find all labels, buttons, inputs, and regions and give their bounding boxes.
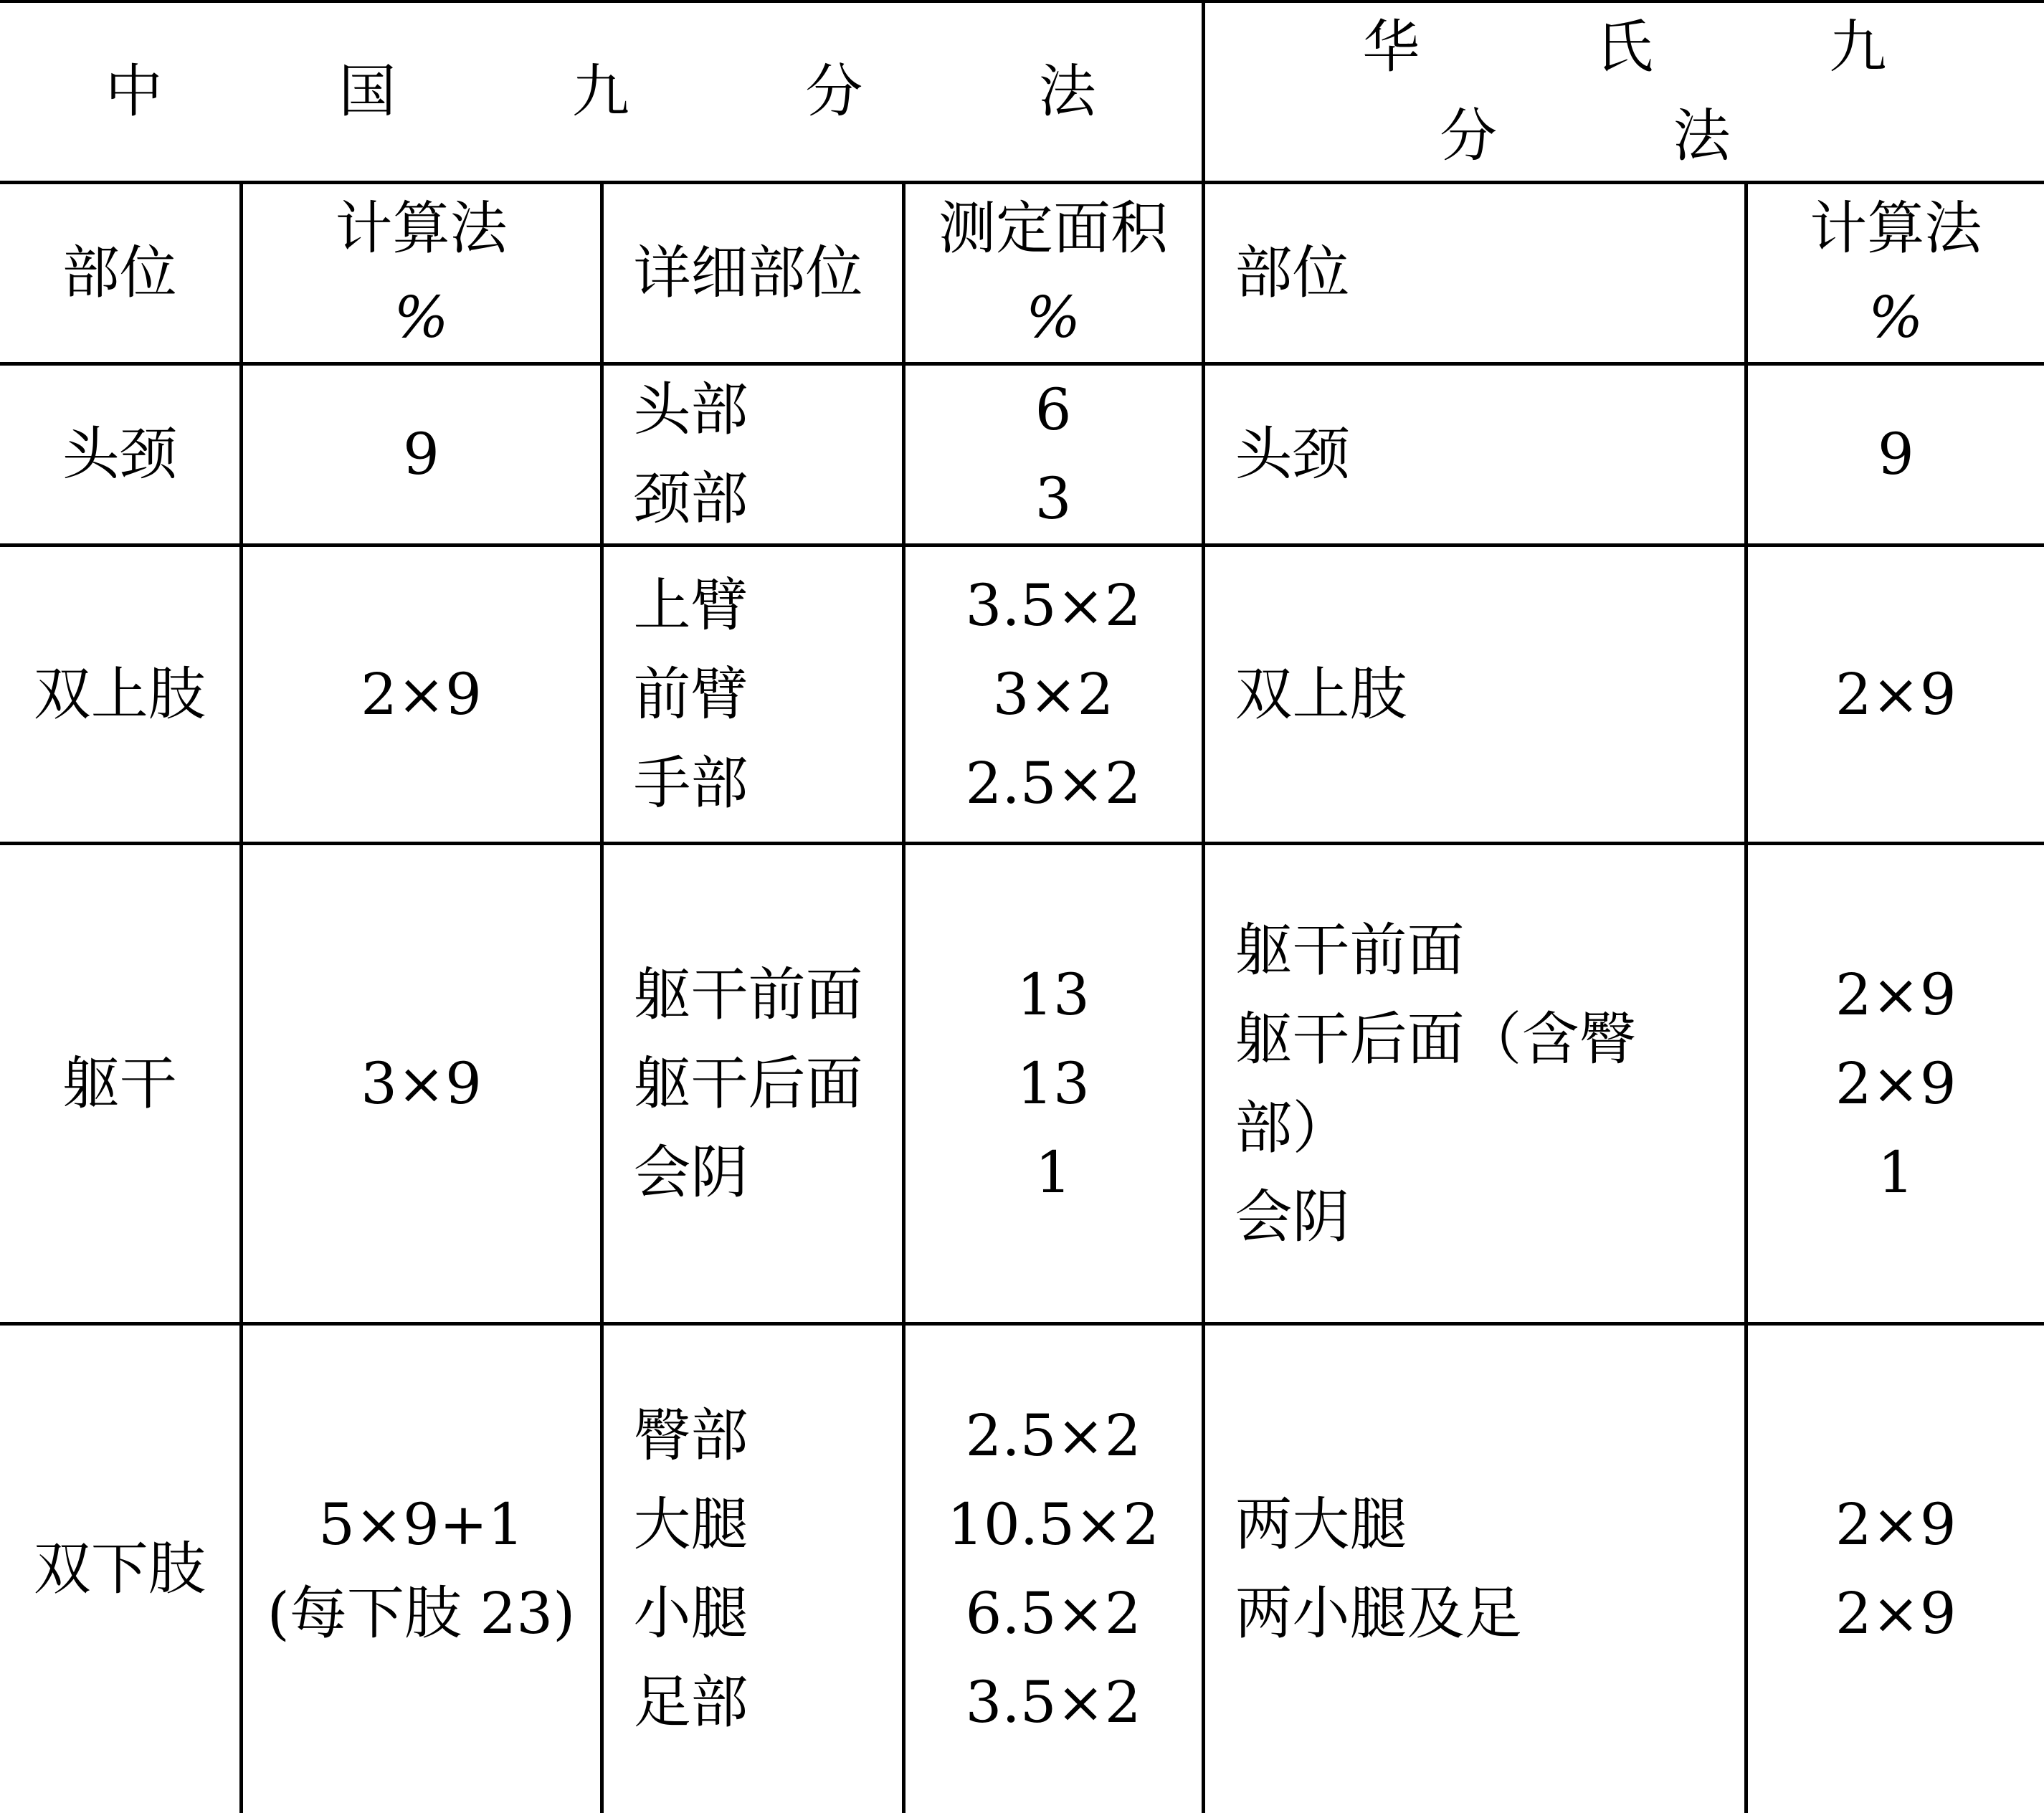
wallace-calc-cell (1746, 546, 2044, 844)
wallace-part-item: 两大腿 (1235, 1490, 1407, 1558)
part-cell: 头颈 (0, 364, 241, 546)
wallace-calc-value: 2×9 (1835, 961, 1957, 1028)
area-value: 6.5×2 (965, 1579, 1141, 1647)
wallace-part-cell (1203, 546, 1746, 844)
column-header-row (0, 183, 2044, 364)
wallace-calc-value: 2×9 (1835, 1579, 1957, 1647)
area-value: 3×2 (992, 660, 1114, 728)
wallace-nine-rule-header: 华 氏 九 分 法 (1203, 1, 2044, 183)
wallace-part-item: 躯干后面（含臀 (1235, 1005, 1637, 1072)
calc-value: 3×9 (361, 1050, 482, 1117)
area-value: 3 (1035, 465, 1072, 532)
wallace-part-item: 会阴 (1235, 1183, 1350, 1250)
wallace-part-item: 躯干前面 (1235, 916, 1465, 984)
header-area-label: 测定面积 (938, 195, 1169, 262)
area-cell (903, 364, 1203, 546)
detail-item: 足部 (633, 1668, 748, 1736)
area-value: 3.5×2 (965, 1668, 1141, 1736)
calc-cell (241, 1324, 602, 1813)
header-area-unit: % (1026, 284, 1081, 351)
detail-cell (602, 844, 903, 1324)
calc-cell (241, 546, 602, 844)
header-wallace-calc-label: 计算法 (1810, 195, 1982, 262)
part-cell: 双上肢 (0, 546, 241, 844)
table-row (0, 364, 2044, 546)
area-value: 3.5×2 (965, 571, 1141, 639)
table-row (0, 1324, 2044, 1813)
part-cell: 躯干 (0, 844, 241, 1324)
table-row (0, 844, 2044, 1324)
detail-item: 大腿 (633, 1490, 748, 1558)
china-nine-rule-header: 中 国 九 分 法 (0, 1, 1203, 183)
detail-item: 前臂 (633, 660, 748, 728)
wallace-part-item: 双上肢 (1235, 660, 1407, 728)
detail-item: 臀部 (633, 1402, 748, 1469)
area-value: 13 (1017, 961, 1090, 1028)
header-part: 部位 (0, 183, 241, 364)
detail-item: 躯干后面 (633, 1050, 863, 1117)
wallace-part-cell (1203, 844, 1746, 1324)
detail-item: 头部 (633, 376, 748, 443)
header-calc-unit: % (394, 284, 449, 351)
detail-cell (602, 364, 903, 546)
header-detail-part: 详细部位 (602, 183, 903, 364)
area-value: 6 (1035, 376, 1072, 443)
calc-value: 9 (403, 421, 439, 487)
group-header-row (0, 1, 2044, 183)
header-wallace-calc (1746, 183, 2044, 364)
wallace-calc-value: 2×9 (1835, 1490, 1957, 1558)
wallace-calc-cell (1746, 1324, 2044, 1813)
detail-item: 颈部 (633, 465, 748, 532)
detail-cell (602, 546, 903, 844)
wallace-part-cell (1203, 364, 1746, 546)
header-area (903, 183, 1203, 364)
detail-item: 手部 (633, 749, 748, 817)
area-value: 13 (1017, 1050, 1090, 1117)
area-cell (903, 546, 1203, 844)
header-wallace-calc-unit: % (1868, 284, 1924, 351)
wallace-calc-value: 2×9 (1835, 660, 1957, 728)
wallace-part-item: 头颈 (1235, 421, 1350, 487)
area-cell (903, 844, 1203, 1324)
header-calc-label: 计算法 (335, 195, 508, 262)
calc-cell (241, 364, 602, 546)
wallace-part-item: 两小腿及足 (1235, 1579, 1522, 1647)
detail-item: 小腿 (633, 1579, 748, 1647)
detail-item: 会阴 (633, 1138, 748, 1206)
wallace-part-cell (1203, 1324, 1746, 1813)
header-wallace-part: 部位 (1203, 183, 1746, 364)
wallace-calc-cell (1746, 364, 2044, 546)
part-cell: 双下肢 (0, 1324, 241, 1813)
header-calc (241, 183, 602, 364)
detail-cell (602, 1324, 903, 1813)
area-value: 1 (1035, 1138, 1072, 1206)
area-value: 2.5×2 (965, 749, 1141, 817)
detail-item: 上臂 (633, 571, 748, 639)
area-cell (903, 1324, 1203, 1813)
wallace-calc-cell (1746, 844, 2044, 1324)
wallace-calc-value: 9 (1877, 421, 1914, 487)
wallace-calc-value: 2×9 (1835, 1050, 1957, 1117)
wallace-part-item: 部） (1235, 1094, 1350, 1161)
calc-note: (每下肢 23) (267, 1579, 576, 1647)
area-value: 10.5×2 (946, 1490, 1160, 1558)
calc-cell (241, 844, 602, 1324)
calc-value: 5×9+1 (318, 1490, 524, 1558)
wallace-calc-value: 1 (1877, 1138, 1914, 1206)
detail-item: 躯干前面 (633, 961, 863, 1028)
calc-value: 2×9 (361, 660, 482, 728)
table-row (0, 546, 2044, 844)
area-value: 2.5×2 (965, 1402, 1141, 1469)
